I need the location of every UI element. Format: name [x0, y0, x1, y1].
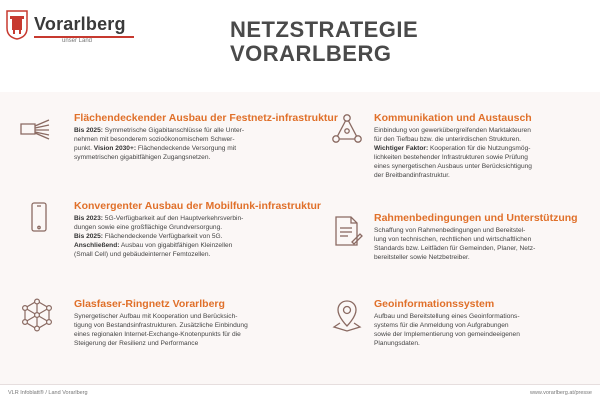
body-line: Schaffung von Rahmenbedingungen und Bereitstel-	[374, 227, 526, 234]
section-body	[374, 312, 594, 348]
section-body	[374, 126, 594, 180]
body-line: eines regionalen Internet-Exchange-Knotenpunkts für die	[74, 331, 241, 338]
section-heading: Konvergenter Ausbau der Mobilfunk-infrastruktur	[74, 200, 321, 212]
fiber-cable-icon	[18, 112, 52, 146]
section-body	[74, 214, 344, 259]
title-line-1: NETZSTRATEGIE	[230, 17, 419, 42]
body-line: lichkeiten bestehender Infrastrukturen sowie Prüfung	[374, 154, 528, 161]
section-rahmenbedingungen	[374, 212, 594, 262]
body-line: Standards bzw. Leitfäden für Gemeinden, Planer, Netz-	[374, 245, 536, 252]
section-kommunikation	[374, 112, 594, 180]
smartphone-icon	[22, 200, 56, 234]
vorarlberg-logo	[6, 8, 142, 52]
body-line: symmetrischen gigabitfähigen Zugangsnetzen.	[74, 154, 211, 161]
body-line: Synergetischer Aufbau mit Kooperation und Berücksich-	[74, 313, 238, 320]
body-line: (Small Cell) und gebäudeinterner Femtozellen.	[74, 251, 211, 258]
crest-icon	[6, 10, 28, 40]
body-line: Planungsdaten.	[374, 340, 420, 347]
body-line: Anschließend: Ausbau von gigabitfähigen Kleinzellen	[74, 242, 233, 249]
body-line: eines synergetischen Ausbaus unter Berücksichtigung	[374, 163, 532, 170]
body-line: Wichtiger Faktor: Kooperation für die Nutzungsmög-	[374, 145, 531, 152]
body-line: Bis 2023: 5G-Verfügbarkeit auf den Hauptverkehrsverbin-	[74, 215, 244, 222]
body-line: Aufbau und Bereitstellung eines Geoinformations-	[374, 313, 520, 320]
section-heading: Glasfaser-Ringnetz Vorarlberg	[74, 298, 225, 310]
section-mobilfunk	[74, 200, 344, 259]
body-line: systems für die Anmeldung von Aufgrabungen	[374, 322, 509, 329]
ring-network-icon	[20, 298, 54, 332]
footer-source: VLR Infoblatt® / Land Vorarlberg	[8, 390, 88, 396]
section-heading: Rahmenbedingungen und Unterstützung	[374, 212, 578, 224]
body-line: der Breitbandinfrastruktur.	[374, 172, 450, 179]
body-line: nehmen mit besonderem sozioökonomischem Schwer-	[74, 136, 235, 143]
body-line: Bis 2025: Flächendeckende Verfügbarkeit von 5G.	[74, 233, 223, 240]
footer-url[interactable]: www.vorarlberg.at/presse	[529, 390, 592, 396]
body-line: sowie der Implementierung von gemeindeeigenen	[374, 331, 520, 338]
section-body	[74, 126, 344, 162]
section-geoinformationssystem	[374, 298, 594, 348]
section-heading: Kommunikation und Austausch	[374, 112, 532, 124]
title-line-2: VORARLBERG	[230, 41, 392, 66]
body-line: tigung von Bestandsinfrastrukturen. Zusätzliche Einbindung	[74, 322, 248, 329]
triangle-network-icon	[330, 112, 364, 146]
section-body	[374, 226, 594, 262]
section-glasfaser	[74, 298, 344, 348]
page-title	[230, 18, 418, 66]
section-body	[74, 312, 344, 348]
logo-subtitle: unser Land	[62, 38, 93, 44]
body-line: Steigerung der Resilienz und Performance	[74, 340, 199, 347]
body-line: für den Tiefbau bzw. die unterirdischen Strukturen.	[374, 136, 521, 143]
map-pin-icon	[330, 298, 364, 332]
footer	[0, 384, 600, 401]
section-festnetz	[74, 112, 344, 162]
body-line: lung von technischen, rechtlichen und wirtschaftlichen	[374, 236, 532, 243]
body-line: dungen sowie eine großflächige Grundversorgung.	[74, 224, 223, 231]
document-pen-icon	[330, 214, 364, 248]
body-line: bereitsteller sowie Netzbetreiber.	[374, 254, 470, 261]
body-line: punkt. Vision 2030+: Flächendeckende Versorgung mit	[74, 145, 237, 152]
section-heading: Flächendeckender Ausbau der Festnetz-infrastruktur	[74, 112, 338, 124]
section-heading: Geoinformationssystem	[374, 298, 495, 310]
logo-wordmark: Vorarlberg	[34, 14, 126, 34]
body-line: Einbindung von gewerkübergreifenden Marktakteuren	[374, 127, 531, 134]
body-line: Bis 2025: Symmetrische Gigabitanschlüsse für alle Unter-	[74, 127, 245, 134]
